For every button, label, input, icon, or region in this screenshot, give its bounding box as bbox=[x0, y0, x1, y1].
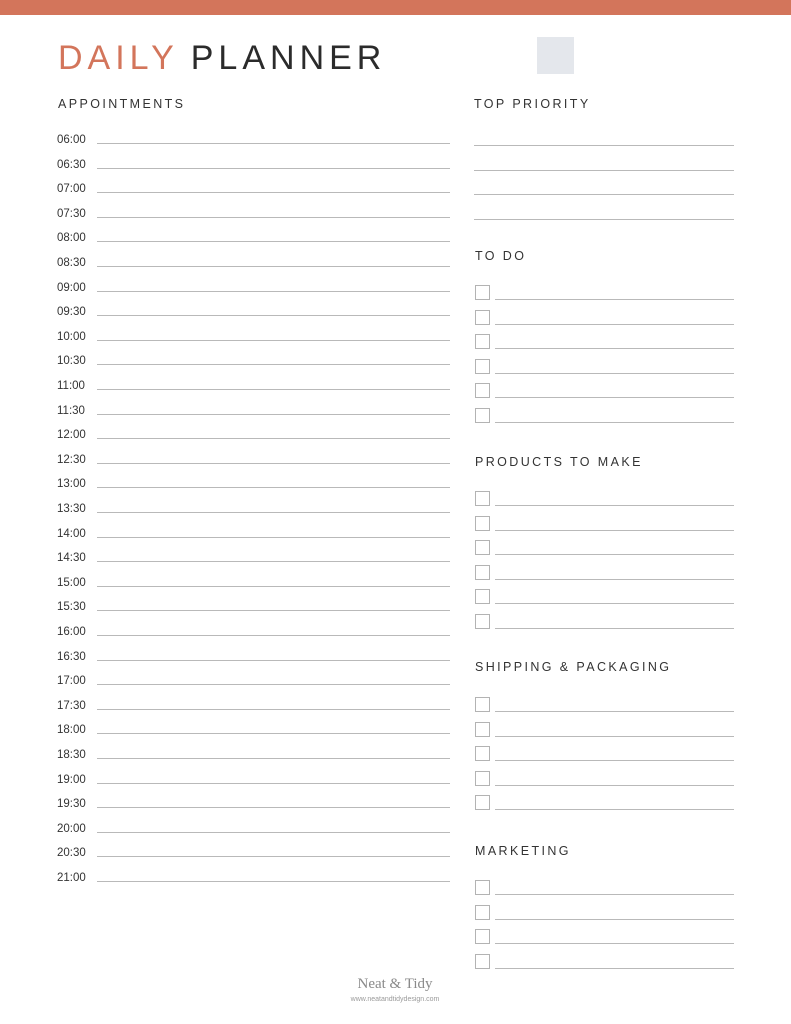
appointment-row[interactable] bbox=[57, 846, 450, 860]
appointment-writing-line[interactable] bbox=[97, 266, 450, 267]
appointment-row[interactable] bbox=[57, 723, 450, 737]
appointment-time: 18:00 bbox=[57, 724, 86, 737]
todo-item[interactable] bbox=[475, 310, 734, 328]
appointment-writing-line[interactable] bbox=[97, 512, 450, 513]
marketing-checkbox[interactable] bbox=[475, 905, 490, 920]
shipping-heading: SHIPPING & PACKAGING bbox=[475, 660, 672, 674]
appointment-row[interactable] bbox=[57, 625, 450, 639]
todo-checkbox[interactable] bbox=[475, 334, 490, 349]
priority-writing-line[interactable] bbox=[474, 219, 734, 220]
marketing-item[interactable] bbox=[475, 905, 734, 923]
brand-logo: Neat & Tidy bbox=[357, 976, 433, 992]
shipping-writing-line[interactable] bbox=[495, 711, 734, 712]
appointment-time: 11:00 bbox=[57, 380, 85, 392]
product-checkbox[interactable] bbox=[475, 614, 490, 629]
page-title bbox=[58, 38, 386, 78]
shipping-writing-line[interactable] bbox=[495, 809, 734, 810]
appointment-time: 20:30 bbox=[57, 847, 86, 860]
appointment-time: 06:30 bbox=[57, 158, 86, 171]
appointment-row[interactable] bbox=[57, 773, 450, 787]
product-checkbox[interactable] bbox=[475, 516, 490, 531]
shipping-item[interactable] bbox=[475, 771, 734, 789]
appointment-row[interactable] bbox=[57, 305, 450, 319]
todo-writing-line[interactable] bbox=[495, 397, 734, 398]
product-checkbox[interactable] bbox=[475, 540, 490, 555]
marketing-writing-line[interactable] bbox=[495, 919, 734, 920]
todo-writing-line[interactable] bbox=[495, 299, 734, 300]
appointment-writing-line[interactable] bbox=[97, 192, 450, 193]
todo-heading: TO DO bbox=[475, 249, 527, 263]
appointment-writing-line[interactable] bbox=[97, 684, 450, 685]
brand-url: www.neatandtidydesign.com bbox=[350, 996, 440, 1003]
appointment-row[interactable] bbox=[57, 699, 450, 713]
marketing-checkbox[interactable] bbox=[475, 929, 490, 944]
appointment-time: 14:00 bbox=[57, 527, 86, 540]
shipping-checkbox[interactable] bbox=[475, 795, 490, 810]
appointment-row[interactable] bbox=[57, 207, 450, 221]
title-word-planner: PLANNER bbox=[190, 39, 387, 77]
appointment-time: 12:30 bbox=[57, 453, 86, 466]
product-item[interactable] bbox=[475, 614, 734, 632]
shipping-item[interactable] bbox=[475, 697, 734, 715]
appointment-writing-line[interactable] bbox=[97, 438, 450, 439]
marketing-writing-line[interactable] bbox=[495, 968, 734, 969]
todo-writing-line[interactable] bbox=[495, 422, 734, 423]
marketing-checkbox[interactable] bbox=[475, 954, 490, 969]
appointment-writing-line[interactable] bbox=[97, 807, 450, 808]
appointment-time: 08:00 bbox=[57, 232, 86, 245]
title-word-daily: DAILY bbox=[58, 39, 179, 77]
appointment-writing-line[interactable] bbox=[97, 487, 450, 488]
shipping-checkbox[interactable] bbox=[475, 697, 490, 712]
appointment-time: 09:30 bbox=[57, 306, 86, 319]
appointment-writing-line[interactable] bbox=[97, 610, 450, 611]
todo-checkbox[interactable] bbox=[475, 285, 490, 300]
products-heading: PRODUCTS TO MAKE bbox=[475, 455, 643, 469]
appointment-time: 15:00 bbox=[57, 576, 86, 589]
todo-checkbox[interactable] bbox=[475, 310, 490, 325]
appointment-row[interactable] bbox=[57, 158, 450, 172]
appointment-row[interactable] bbox=[57, 748, 450, 762]
date-box[interactable] bbox=[537, 37, 574, 74]
appointment-row[interactable] bbox=[57, 797, 450, 811]
appointment-row[interactable] bbox=[57, 822, 450, 836]
appointment-row[interactable] bbox=[57, 650, 450, 664]
appointment-writing-line[interactable] bbox=[97, 881, 450, 882]
appointment-row[interactable] bbox=[57, 600, 450, 614]
shipping-checkbox[interactable] bbox=[475, 722, 490, 737]
appointment-time: 06:00 bbox=[57, 134, 86, 146]
product-writing-line[interactable] bbox=[495, 530, 734, 531]
appointment-writing-line[interactable] bbox=[97, 291, 450, 292]
appointment-row[interactable] bbox=[57, 576, 450, 590]
todo-item[interactable] bbox=[475, 359, 734, 377]
shipping-item[interactable] bbox=[475, 795, 734, 813]
appointment-time: 10:30 bbox=[57, 355, 86, 368]
appointment-time: 09:00 bbox=[57, 281, 86, 294]
marketing-writing-line[interactable] bbox=[495, 894, 734, 895]
appointment-time: 16:00 bbox=[57, 626, 86, 638]
marketing-item[interactable] bbox=[475, 880, 734, 898]
product-checkbox[interactable] bbox=[475, 565, 490, 580]
product-writing-line[interactable] bbox=[495, 603, 734, 604]
appointment-writing-line[interactable] bbox=[97, 856, 450, 857]
todo-item[interactable] bbox=[475, 285, 734, 303]
appointment-row[interactable] bbox=[57, 502, 450, 516]
marketing-item[interactable] bbox=[475, 954, 734, 972]
appointment-time: 08:30 bbox=[57, 257, 86, 269]
priority-writing-line[interactable] bbox=[474, 194, 734, 195]
product-writing-line[interactable] bbox=[495, 505, 734, 506]
product-item[interactable] bbox=[475, 516, 734, 534]
appointment-row[interactable] bbox=[57, 354, 450, 368]
product-writing-line[interactable] bbox=[495, 554, 734, 555]
shipping-checkbox[interactable] bbox=[475, 746, 490, 761]
appointment-row[interactable] bbox=[57, 379, 450, 393]
appointment-time: 15:30 bbox=[57, 601, 86, 614]
product-item[interactable] bbox=[475, 589, 734, 607]
appointment-writing-line[interactable] bbox=[97, 340, 450, 341]
appointment-writing-line[interactable] bbox=[97, 832, 450, 833]
todo-checkbox[interactable] bbox=[475, 359, 490, 374]
appointment-writing-line[interactable] bbox=[97, 168, 450, 169]
appointment-row[interactable] bbox=[57, 256, 450, 270]
shipping-writing-line[interactable] bbox=[495, 760, 734, 761]
appointment-writing-line[interactable] bbox=[97, 758, 450, 759]
appointment-row[interactable] bbox=[57, 133, 450, 147]
appointment-writing-line[interactable] bbox=[97, 463, 450, 464]
appointment-writing-line[interactable] bbox=[97, 389, 450, 390]
appointment-row[interactable] bbox=[57, 453, 450, 467]
appointment-time: 13:00 bbox=[57, 478, 86, 491]
todo-writing-line[interactable] bbox=[495, 324, 734, 325]
appointment-writing-line[interactable] bbox=[97, 635, 450, 636]
shipping-item[interactable] bbox=[475, 746, 734, 764]
appointment-time: 17:00 bbox=[57, 675, 86, 688]
appointment-row[interactable] bbox=[57, 428, 450, 442]
appointment-time: 19:00 bbox=[57, 773, 86, 786]
appointment-time: 07:30 bbox=[57, 207, 86, 220]
appointment-writing-line[interactable] bbox=[97, 733, 450, 734]
product-item[interactable] bbox=[475, 491, 734, 509]
appointment-time: 21:00 bbox=[57, 872, 86, 884]
appointment-row[interactable] bbox=[57, 182, 450, 196]
appointment-writing-line[interactable] bbox=[97, 241, 450, 242]
shipping-checkbox[interactable] bbox=[475, 771, 490, 786]
appointment-time: 19:30 bbox=[57, 798, 86, 811]
appointment-time: 12:00 bbox=[57, 429, 86, 442]
appointment-row[interactable] bbox=[57, 871, 450, 885]
appointment-writing-line[interactable] bbox=[97, 586, 450, 587]
appointment-row[interactable] bbox=[57, 477, 450, 491]
shipping-writing-line[interactable] bbox=[495, 736, 734, 737]
appointment-time: 14:30 bbox=[57, 552, 86, 565]
appointment-writing-line[interactable] bbox=[97, 783, 450, 784]
appointment-row[interactable] bbox=[57, 330, 450, 344]
appointment-row[interactable] bbox=[57, 551, 450, 565]
appointment-time: 16:30 bbox=[57, 650, 86, 663]
appointment-row[interactable] bbox=[57, 281, 450, 295]
marketing-heading: MARKETING bbox=[475, 844, 571, 858]
appointment-writing-line[interactable] bbox=[97, 364, 450, 365]
product-writing-line[interactable] bbox=[495, 579, 734, 580]
appointment-row[interactable] bbox=[57, 527, 450, 541]
marketing-checkbox[interactable] bbox=[475, 880, 490, 895]
appointment-writing-line[interactable] bbox=[97, 709, 450, 710]
product-writing-line[interactable] bbox=[495, 628, 734, 629]
top-priority-heading: TOP PRIORITY bbox=[474, 97, 591, 111]
product-checkbox[interactable] bbox=[475, 589, 490, 604]
todo-writing-line[interactable] bbox=[495, 373, 734, 374]
appointment-row[interactable] bbox=[57, 674, 450, 688]
marketing-item[interactable] bbox=[475, 929, 734, 947]
appointment-time: 11:30 bbox=[57, 404, 85, 417]
appointment-row[interactable] bbox=[57, 404, 450, 418]
appointment-writing-line[interactable] bbox=[97, 537, 450, 538]
top-accent-bar bbox=[0, 0, 791, 15]
shipping-writing-line[interactable] bbox=[495, 785, 734, 786]
appointment-time: 18:30 bbox=[57, 749, 86, 761]
todo-checkbox[interactable] bbox=[475, 408, 490, 423]
appointment-writing-line[interactable] bbox=[97, 414, 450, 415]
appointment-time: 10:00 bbox=[57, 330, 86, 343]
appointment-writing-line[interactable] bbox=[97, 561, 450, 562]
product-item[interactable] bbox=[475, 565, 734, 583]
marketing-writing-line[interactable] bbox=[495, 943, 734, 944]
appointment-time: 17:30 bbox=[57, 699, 86, 712]
todo-item[interactable] bbox=[475, 408, 734, 426]
appointment-time: 20:00 bbox=[57, 822, 86, 835]
priority-writing-line[interactable] bbox=[474, 145, 734, 146]
appointment-writing-line[interactable] bbox=[97, 217, 450, 218]
appointment-writing-line[interactable] bbox=[97, 143, 450, 144]
todo-item[interactable] bbox=[475, 334, 734, 352]
priority-writing-line[interactable] bbox=[474, 170, 734, 171]
appointments-heading: APPOINTMENTS bbox=[58, 97, 186, 111]
shipping-item[interactable] bbox=[475, 722, 734, 740]
product-checkbox[interactable] bbox=[475, 491, 490, 506]
appointment-time: 07:00 bbox=[57, 183, 86, 196]
appointment-writing-line[interactable] bbox=[97, 660, 450, 661]
appointment-time: 13:30 bbox=[57, 503, 86, 515]
todo-writing-line[interactable] bbox=[495, 348, 734, 349]
appointment-writing-line[interactable] bbox=[97, 315, 450, 316]
todo-item[interactable] bbox=[475, 383, 734, 401]
todo-checkbox[interactable] bbox=[475, 383, 490, 398]
appointment-row[interactable] bbox=[57, 231, 450, 245]
product-item[interactable] bbox=[475, 540, 734, 558]
